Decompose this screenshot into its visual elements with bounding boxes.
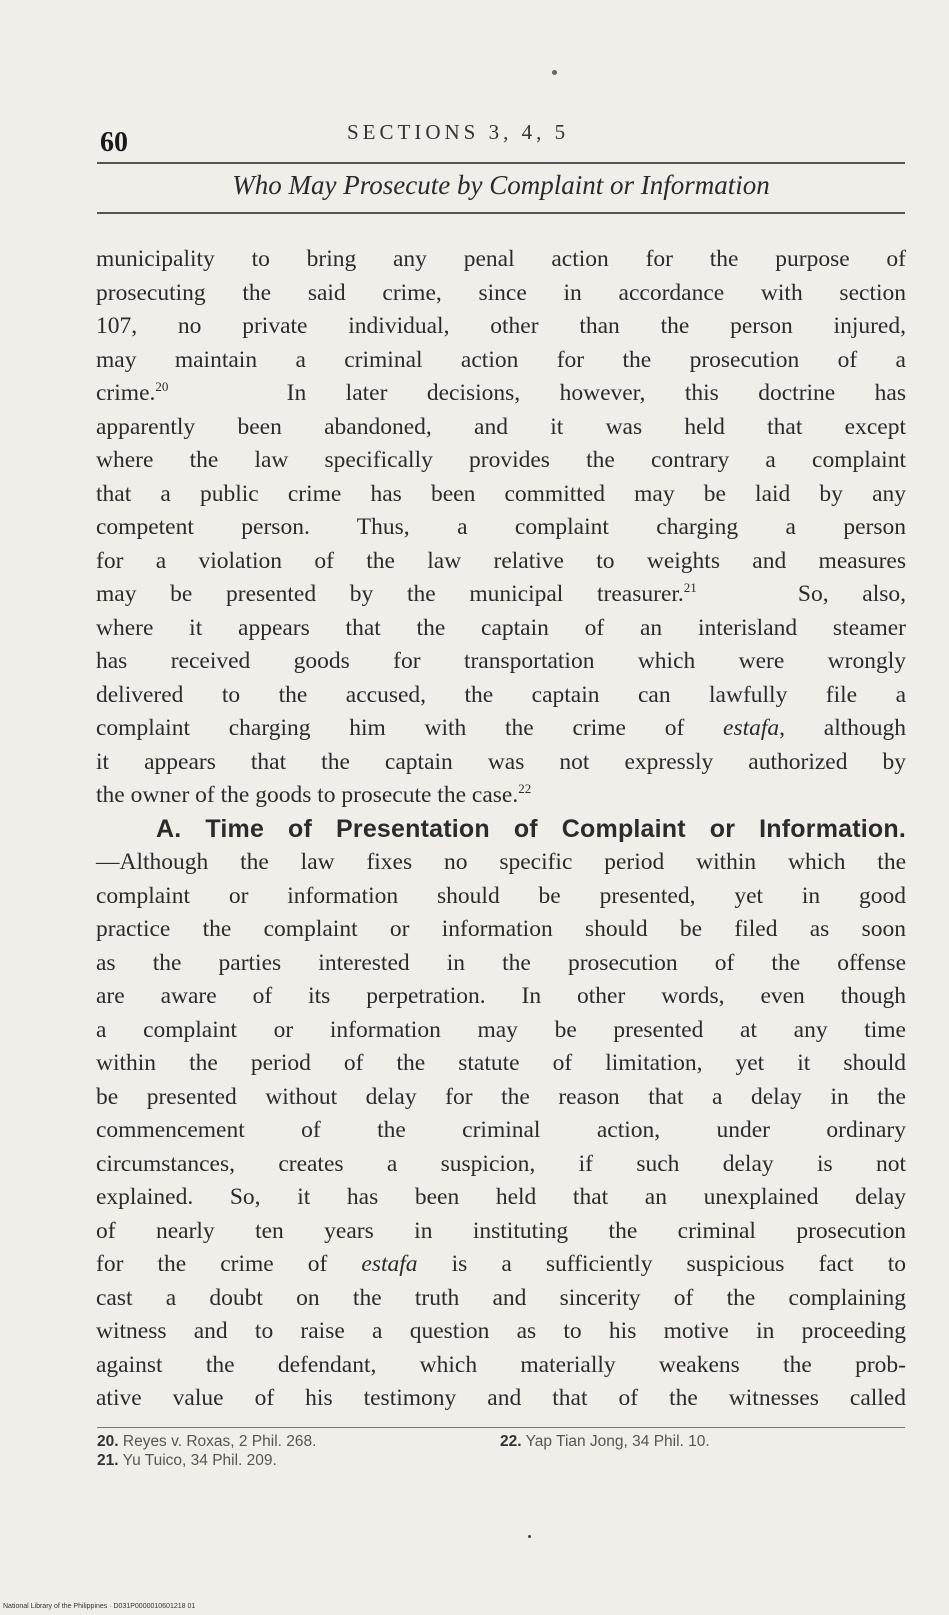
footnote-ref-22: 22	[518, 781, 532, 797]
italic-term: estafa	[361, 1251, 418, 1277]
text-line: against the defendant, which materially weakens the prob-	[96, 1351, 906, 1378]
text-line: are aware of its perpetration. In other words, even though	[96, 983, 906, 1009]
text-line	[96, 779, 906, 813]
text-line: practice the complaint or information should be filed as soon	[96, 916, 906, 942]
italic-term: estafa	[723, 715, 780, 741]
footnote-ref-20: 20	[155, 379, 169, 395]
text-line: that a public crime has been committed may be laid by any	[96, 480, 906, 507]
text-line: as the parties interested in the prosecution of the offense	[96, 949, 906, 976]
text-line: for a violation of the law relative to weights and measures	[96, 547, 906, 574]
text-line: commencement of the criminal action, under ordinary	[96, 1117, 906, 1143]
text-line: witness and to raise a question as to his motive in proceeding	[96, 1318, 906, 1344]
section-a-heading: A. Time of Presentation of Complaint or Information.	[156, 814, 906, 843]
text-line: apparently been abandoned, and it was held that except	[96, 413, 906, 440]
footnote-text: Yap Tian Jong, 34 Phil. 10.	[525, 1433, 710, 1450]
text-line: —Although the law fixes no specific period within which the	[96, 849, 906, 875]
text-line: 107, no private individual, other than the person injured,	[96, 313, 906, 339]
text-fragment: is a sufficiently suspicious fact to	[451, 1251, 907, 1277]
header-rule-bottom	[97, 212, 905, 214]
text-fragment: complaint charging him with the crime of	[96, 715, 685, 741]
text-line: competent person. Thus, a complaint charging a person	[96, 514, 906, 540]
text-fragment: for the crime of	[96, 1251, 328, 1277]
text-line: delivered to the accused, the captain can lawfully file a	[96, 681, 906, 708]
footnotes-left	[97, 1432, 316, 1470]
footnote-20	[97, 1432, 316, 1451]
running-header	[97, 118, 905, 158]
header-rule-top	[97, 162, 905, 164]
chapter-subtitle: Who May Prosecute by Complaint or Information	[232, 170, 770, 200]
text-fragment: may be presented by the municipal treasurer.	[96, 581, 684, 607]
ink-speck	[552, 70, 557, 75]
scan-credit: National Library of the Philippines · D031P0000010601218 01	[3, 1603, 196, 1610]
footnote-number: 21.	[97, 1452, 119, 1469]
text-line: has received goods for transportation which were wrongly	[96, 648, 906, 674]
text-line: be presented without delay for the reason that a delay in the	[96, 1083, 906, 1110]
text-line: circumstances, creates a suspicion, if such delay is not	[96, 1150, 906, 1177]
body-text	[96, 243, 906, 1416]
text-fragment: the owner of the goods to prosecute the case.	[96, 782, 519, 808]
text-line: prosecuting the said crime, since in accordance with section	[96, 279, 906, 306]
text-line: complaint or information should be presented, yet in good	[96, 882, 906, 909]
footnotes-right	[500, 1432, 710, 1451]
text-line: may maintain a criminal action for the prosecution of a	[96, 346, 906, 373]
footnote-21	[97, 1451, 316, 1470]
footnote-22	[500, 1432, 710, 1451]
text-line: within the period of the statute of limitation, yet it should	[96, 1050, 906, 1076]
text-line	[96, 578, 906, 612]
text-line: it appears that the captain was not expressly authorized by	[96, 748, 906, 775]
text-line: cast a doubt on the truth and sincerity of the complaining	[96, 1284, 906, 1311]
ink-speck	[528, 1535, 531, 1538]
footnote-text: Yu Tuico, 34 Phil. 209.	[122, 1452, 277, 1469]
text-line: where it appears that the captain of an interisland steamer	[96, 614, 906, 641]
text-fragment: In later decisions, however, this doctrine has	[286, 380, 906, 406]
footnote-number: 22.	[500, 1433, 522, 1450]
footnote-text: Reyes v. Roxas, 2 Phil. 268.	[122, 1433, 317, 1450]
text-line: of nearly ten years in instituting the criminal prosecution	[96, 1217, 906, 1244]
footnote-rule	[97, 1427, 905, 1428]
text-line: municipality to bring any penal action for the purpose of	[96, 246, 906, 272]
text-line: a complaint or information may be presented at any time	[96, 1016, 906, 1043]
text-fragment: , although	[779, 715, 907, 741]
text-line	[96, 712, 906, 746]
text-line	[96, 1248, 906, 1282]
page-number: 60	[100, 127, 128, 158]
footnote-number: 20.	[97, 1433, 119, 1450]
section-reference: SECTIONS 3, 4, 5	[347, 120, 570, 144]
text-line: where the law specifically provides the contrary a complaint	[96, 447, 906, 473]
text-fragment: So, also,	[797, 581, 906, 607]
text-line: ative value of his testimony and that of the witnesses called	[96, 1385, 906, 1411]
text-line	[96, 377, 906, 411]
text-fragment: crime.	[96, 380, 156, 406]
text-line: explained. So, it has been held that an unexplained delay	[96, 1184, 906, 1210]
footnote-ref-21: 21	[683, 580, 697, 596]
